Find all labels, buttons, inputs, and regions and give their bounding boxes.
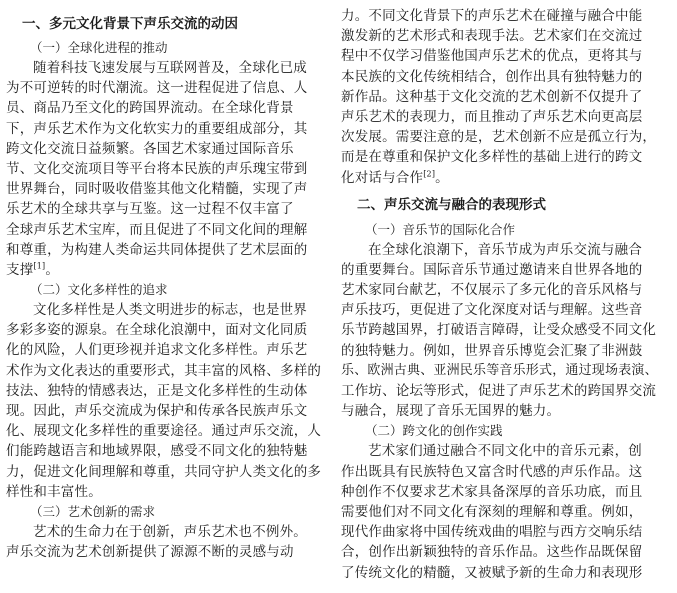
text-line: 工作坊、论坛等形式，促进了声乐艺术的跨国界交流 [341,383,657,399]
text-line: 种创作不仅要求艺术家具备深厚的音乐功底，而且 [341,483,643,500]
text-line: 现。因此，声乐交流成为保护和传承各民族声乐文 [6,403,308,419]
subsection-heading-1-3: （三）艺术创新的需求 [30,503,156,519]
subsection-heading-2-1: （一）音乐节的国际化合作 [365,221,516,237]
section-heading-2: 二、声乐交流与融合的表现形式 [357,196,546,213]
text-line: 下，声乐艺术作为文化软实力的重要组成部分，其 [6,120,308,137]
text-line: 多彩多姿的源泉。在全球化浪潮中，面对文化同质 [6,322,308,339]
text-line: 力，促进文化间理解和尊重，共同守护人类文化的多 [6,463,322,480]
text-line: 们能跨越语言和地域界限，感受不同文化的独特魅 [6,443,308,460]
text-line: 力。不同文化背景下的声乐艺术在碰撞与融合中能 [341,8,643,24]
text-line: 而是在尊重和保护文化多样性的基础上进行的跨文 [341,149,643,166]
text-line: 了传统文化的精髓，又被赋予新的生命力和表现形 [341,564,643,581]
text-line: 声乐交流为艺术创新提供了源源不断的灵感与动 [6,544,294,561]
paragraph-innovation-continued [341,6,658,188]
text-line: 文化多样性是人类文明进步的标志，也是世界 [33,302,307,319]
text-fragment: 化对话与合作 [341,169,424,186]
text-line: 现代作曲家将中国传统戏曲的唱腔与西方交响乐结 [341,524,643,541]
section-heading-1: 一、多元文化背景下声乐交流的动因 [22,16,238,32]
text-line: 程中不仅学习借鉴他国声乐艺术的优点，更将其与 [341,48,643,65]
subsection-heading-1-2: （二）文化多样性的追求 [30,282,168,298]
text-line-with-citation [341,168,658,188]
text-line: 随着科技飞速发展与互联网普及，全球化已成 [33,60,307,76]
citation-marker: [1] [33,261,46,271]
text-line: 的独特魅力。例如，世界音乐博览会汇聚了非洲鼓 [341,342,643,359]
text-line: 的重要舞台。国际音乐节通过邀请来自世界各地的 [341,261,643,278]
text-line: 合，创作出新颖独特的音乐作品。这些作品既保留 [341,544,643,561]
text-line: 化、展现文化多样性的重要途径。通过声乐交流，人 [6,423,322,440]
text-line: 和尊重，为构建人类命运共同体提供了艺术层面的 [6,241,308,258]
text-line: 次发展。需要注意的是，艺术创新不应是孤立行为， [341,129,657,146]
paragraph-cross-cultural [341,441,658,582]
text-line-with-citation [6,260,323,280]
text-line: 技法、独特的情感表达，正是文化多样性的生动体 [6,382,308,399]
text-line: 艺术的生命力在于创新，声乐艺术也不例外。 [33,523,307,540]
text-line: 在全球化浪潮下，音乐节成为声乐交流与融合 [368,241,642,258]
text-line: 跨文化交流日益频繁。各国艺术家通过国际音乐 [6,140,294,157]
text-line: 样性和丰富性。 [6,483,102,500]
paragraph-innovation [6,522,323,562]
paragraph-music-festivals [341,240,658,422]
text-line: 本民族的文化传统相结合，创作出具有独特魅力的 [341,68,643,85]
left-column [6,6,323,562]
text-line: 声乐技巧，更促进了文化深度对话与理解。这些音 [341,302,643,319]
subsection-heading-1-1: （一）全球化进程的推动 [30,40,168,55]
paragraph-globalization [6,58,323,280]
text-line: 乐、欧洲古典、亚洲民乐等音乐形式，通过现场表演、 [341,362,658,378]
text-line: 乐节跨越国界，打破语言障碍，让受众感受不同文化 [341,322,657,339]
text-fragment: 。 [435,169,449,186]
text-line: 需要他们对不同文化有深刻的理解和尊重。例如， [341,503,643,520]
text-line: 全球声乐艺术宝库，而且促进了不同文化间的理解 [6,221,308,238]
text-line: 为不可逆转的时代潮流。这一进程促进了信息、人 [6,80,308,97]
paragraph-diversity [6,300,323,502]
text-line: 术作为文化表达的重要形式，其丰富的风格、多样的 [6,362,322,379]
subsection-heading-2-2: （二）跨文化的创作实践 [365,423,503,439]
text-line: 员、商品乃至文化的跨国界流动。在全球化背景 [6,100,294,117]
text-line: 世界舞台，同时吸收借鉴其他文化精髓，实现了声 [6,181,308,198]
text-line: 节、文化交流项目等平台将本民族的声乐瑰宝带到 [6,160,308,177]
text-line: 乐艺术的全球共享与互鉴。这一过程不仅丰富了 [6,201,294,218]
text-line: 激发新的艺术形式和表现手法。艺术家们在交流过 [341,28,643,45]
citation-marker: [2] [423,169,436,178]
text-line: 声乐艺术的表现力，而且推动了声乐艺术向更高层 [341,108,643,125]
text-line: 作出既具有民族特色又富含时代感的声乐作品。这 [341,463,643,480]
text-fragment: 支撑 [6,261,34,278]
text-line: 新作品。这种基于文化交流的艺术创新不仅提升了 [341,88,643,105]
text-line: 化的风险，人们更珍视并追求文化多样性。声乐艺 [6,342,308,359]
text-fragment: 。 [45,261,60,278]
right-column [341,6,658,583]
text-line: 艺术家们通过融合不同文化中的音乐元素，创 [368,443,642,460]
text-line: 艺术家同台献艺，不仅展示了多元化的音乐风格与 [341,282,643,299]
text-line: 与融合，展现了音乐无国界的魅力。 [341,403,561,420]
